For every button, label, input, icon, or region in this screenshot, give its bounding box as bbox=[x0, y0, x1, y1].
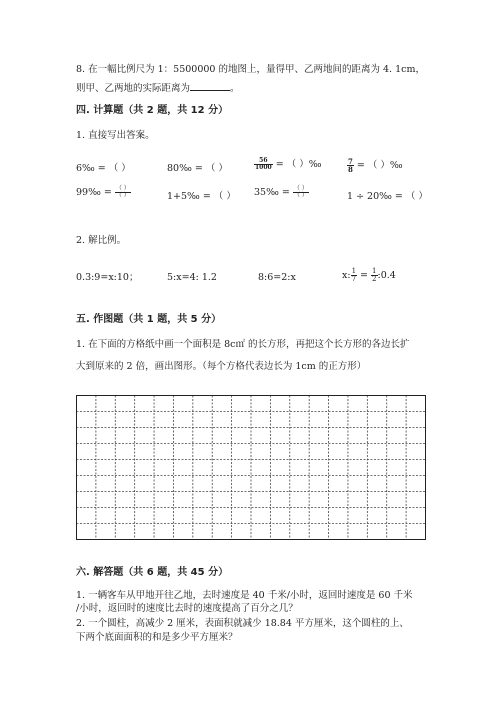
fraction: $\frac{7}{8}$ bbox=[348, 157, 353, 174]
calc-1a: 6‰ = （ ） bbox=[76, 163, 131, 174]
fraction-blank: $\frac{( )}{( )}$ bbox=[293, 185, 308, 199]
calc-2c: 35‰ = $\frac{( )}{( )}$ bbox=[254, 185, 308, 199]
equation-a: 0.3:9=x:10； bbox=[76, 272, 139, 283]
calc-1d: $\frac{7}{8}$ = （ ）‰ bbox=[348, 157, 403, 174]
q8-line2-end: 。 bbox=[230, 83, 240, 94]
fraction: $\frac{1}{2}$ bbox=[372, 267, 377, 283]
fraction: $\frac{1}{7}$ bbox=[351, 267, 357, 283]
section6-title: 六. 解答题（共 6 题，共 45 分） bbox=[76, 567, 229, 578]
equation-d: x: $\frac{1}{7}$ = $\frac{1}{2}$ :0.4 bbox=[342, 267, 396, 283]
section6-q1-line1: 1. 一辆客车从甲地开往乙地，去时速度是 40 千米/小时，返回时速度是 60 千米 bbox=[76, 590, 413, 601]
answer-blank bbox=[190, 80, 230, 91]
section6-q2-line1: 2. 一个圆柱，高减少 2 厘米，表面积就减少 18.84 平方厘米，这个圆柱的上、 bbox=[76, 618, 409, 629]
q8-line2-text: 则甲、乙两地的实际距离为 bbox=[76, 83, 191, 94]
calc-2a: 99‰ = $\frac{( )}{( )}$ bbox=[76, 185, 130, 199]
section6-q1-line2: /小时，返回时的速度比去时的速度提高了百分之几？ bbox=[76, 603, 298, 614]
calc-2d: 1 ÷ 20‰ = （ ） bbox=[347, 191, 428, 202]
section6-q2-line2: 下两个底面面积的和是多少平方厘米？ bbox=[76, 632, 238, 643]
equation-c: 8:6=2:x bbox=[258, 272, 296, 283]
fraction: $\frac{56}{1000}$ bbox=[255, 157, 272, 171]
fraction-blank: $\frac{( )}{( )}$ bbox=[115, 185, 130, 199]
square-grid bbox=[76, 395, 426, 540]
section5-title: 五. 作图题（共 1 题，共 5 分） bbox=[76, 314, 222, 325]
calc-1c: $\frac{56}{1000}$ = （ ）‰ bbox=[255, 157, 322, 171]
equation-b: 5:x=4: 1.2 bbox=[167, 272, 217, 283]
q8-line2 bbox=[76, 80, 240, 95]
section4-q1-title: 1. 直接写出答案。 bbox=[76, 130, 155, 141]
section5-line2: 大到原来的 2 倍，画出图形。（每个方格代表边长为 1cm 的正方形） bbox=[76, 361, 367, 372]
section4-title: 四. 计算题（共 2 题，共 12 分） bbox=[76, 105, 229, 116]
section4-q2-title: 2. 解比例。 bbox=[76, 235, 127, 246]
calc-1b: 80‰ = （ ） bbox=[167, 163, 228, 174]
calc-2b: 1+5‰ = （ ） bbox=[167, 191, 236, 202]
q8-line1: 8. 在一幅比例尺为 1：5500000 的地图上，量得甲、乙两地间的距离为 4. 1cm， bbox=[76, 64, 425, 75]
section5-line1: 1. 在下面的方格纸中画一个面积是 8c㎡ 的长方形，再把这个长方形的各边长扩 bbox=[76, 339, 410, 350]
